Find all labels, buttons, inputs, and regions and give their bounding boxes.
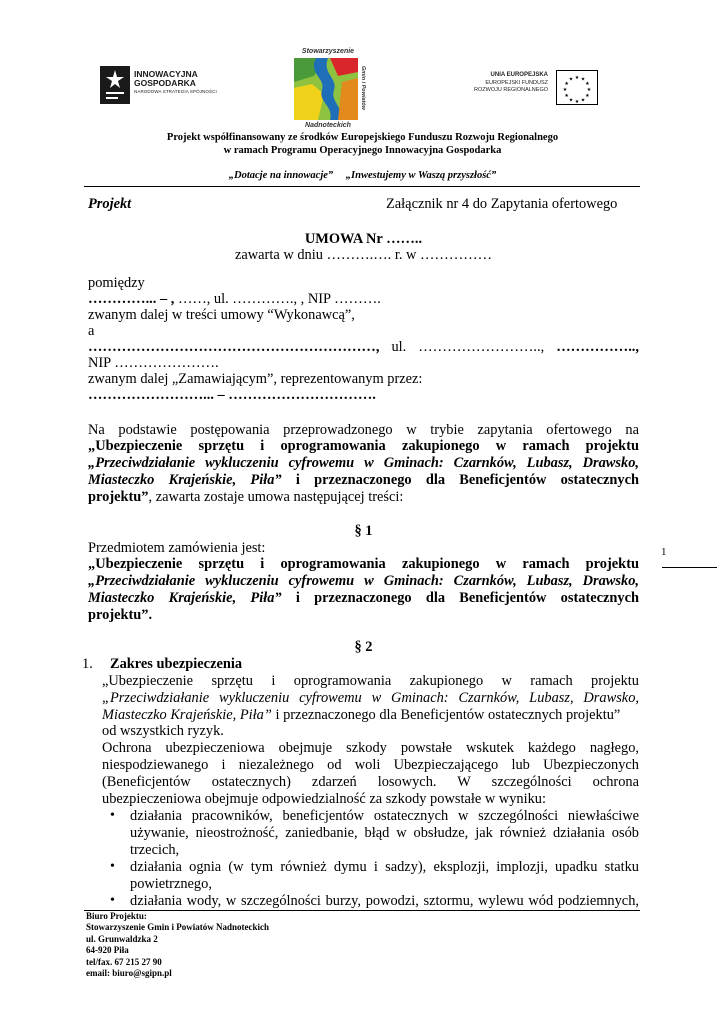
svg-text:★: ★: [568, 76, 574, 83]
footer-line6: email: biuro@sgipn.pl: [86, 968, 172, 979]
intro-line3: „Przeciwdziałanie wykluczeniu cyfrowemu w Gminach: Czarnków, Lubasz, Drawsko,: [88, 455, 639, 471]
s2-o4: ubezpieczeniowa obejmuje odpowiedzialność za szkody powstałe w wyniku:: [102, 791, 546, 807]
s1-line4: Miasteczko Krajeńskie, Piła” i przeznaczonego dla Beneficjentów ostatecznych: [88, 590, 639, 606]
wykonawca-line: zwanym dalej w treści umowy “Wykonawcą”,: [88, 307, 355, 323]
sg-bottom: Nadnoteckich: [305, 122, 351, 129]
ig-line3: NARODOWA STRATEGIA SPÓJNOŚCI: [134, 89, 217, 94]
intro-line1: Na podstawie postępowania przeprowadzonego w trybie zapytania ofertowego na: [88, 422, 639, 438]
s2-p2: „Przeciwdziałanie wykluczeniu cyfrowemu w Gminach: Czarnków, Lubasz, Drawsko,: [102, 690, 639, 706]
party2-line: ……………………………………………………, ul. …………………….., ……………..,: [88, 339, 639, 355]
s2-b1-l3: trzecich,: [130, 842, 180, 858]
s2-p4: od wszystkich ryzyk.: [102, 723, 224, 739]
nip-line: NIP ………………….: [88, 355, 219, 371]
bullet-icon: •: [110, 859, 115, 874]
s2-p1: „Ubezpieczenie sprzętu i oprogramowania zakupionego w ramach projektu: [102, 673, 639, 689]
svg-text:★: ★: [580, 76, 586, 83]
bullet-icon: •: [110, 893, 115, 908]
svg-text:★: ★: [564, 93, 569, 99]
svg-text:★: ★: [574, 99, 580, 105]
s1-line2: „Ubezpieczenie sprzętu i oprogramowania zakupionego w ramach projektu: [88, 556, 639, 572]
s2-o3: (Beneficjentów ostatecznych) zdarzeń losowych. W szczególności ochrona: [102, 774, 639, 790]
s2-item-title: Zakres ubezpieczenia: [110, 656, 243, 672]
footer-line2: Stowarzyszenie Gmin i Powiatów Nadnoteckich: [86, 922, 269, 933]
s2-b1-l1: działania pracowników, beneficjentów ostatecznych w szczególności niewłaściwe: [130, 808, 639, 824]
stowarzyszenie-emblem-icon: [294, 58, 358, 120]
intro-line2: „Ubezpieczenie sprzętu i oprogramowania zakupionego w ramach projektu: [88, 438, 639, 454]
footer: [86, 911, 326, 979]
svg-text:★: ★: [562, 87, 568, 93]
s2-b1-l2: używanie, nieostrożność, zaniedbanie, błąd w obsłudze, jak również działania osób: [130, 825, 639, 841]
bullet-icon: •: [110, 808, 115, 823]
s1-line1: Przedmiotem zamówienia jest:: [88, 540, 266, 556]
s2-item-number: 1.: [82, 656, 93, 672]
stowarzyszenie-logo: [288, 48, 368, 132]
ue-line2: EUROPEJSKI FUNDUSZ: [485, 79, 548, 86]
unia-europejska-logo: [460, 70, 600, 104]
innowacyjna-gospodarka-logo: [100, 66, 230, 106]
representative-line: ……………………... – ………………………….: [88, 387, 376, 403]
innowacyjna-gospodarka-emblem-icon: [100, 66, 130, 104]
page-number: 1: [661, 546, 667, 558]
svg-text:★: ★: [564, 81, 569, 87]
attachment-label: Załącznik nr 4 do Zapytania ofertowego: [386, 196, 618, 212]
party1-line: …………... – , ……, ul. …………., , NIP ……….: [88, 291, 381, 307]
header-divider: [84, 186, 640, 187]
section2-heading: § 2: [354, 639, 373, 655]
margin-rule: [662, 567, 717, 568]
sg-side: Gmin i Powiatów: [360, 66, 366, 111]
footer-line5: tel/fax. 67 215 27 90: [86, 956, 162, 967]
sg-title: Stowarzyszenie: [301, 48, 355, 55]
a-line: a: [88, 323, 95, 339]
eu-flag-icon: [556, 70, 598, 105]
s2-p3: Miasteczko Krajeńskie, Piła” i przeznaczonego dla Beneficjentów ostatecznych projektu”: [102, 707, 621, 723]
projekt-label: Projekt: [88, 196, 132, 212]
pomiedzy: pomiędzy: [88, 275, 145, 291]
header-line2: w ramach Programu Operacyjnego Innowacyjna Gospodarka: [223, 145, 502, 156]
slogan-2: „Inwestujemy w Waszą przyszłość”: [345, 170, 497, 181]
ig-line1: INNOWACYJNA: [134, 69, 198, 79]
header-line1: Projekt współfinansowany ze środków Europejskiego Funduszu Rozwoju Regionalnego: [166, 132, 559, 143]
footer-line1: Biuro Projektu:: [86, 911, 147, 921]
svg-text:★: ★: [585, 93, 590, 99]
intro-line5: projektu”, zawarta zostaje umowa następującej treści:: [88, 489, 404, 505]
footer-line4: 64-920 Piła: [86, 945, 129, 956]
contract-title: UMOWA Nr ……..: [304, 231, 423, 247]
s1-line3: „Przeciwdziałanie wykluczeniu cyfrowemu w Gminach: Czarnków, Lubasz, Drawsko,: [88, 573, 639, 589]
s2-b2-l2: powietrznego,: [130, 876, 212, 892]
zamawiajacy-line: zwanym dalej „Zamawiającym”, reprezentowanym przez:: [88, 371, 423, 387]
slogans: [80, 170, 645, 181]
svg-text:★: ★: [585, 81, 590, 87]
intro-line4: Miasteczko Krajeńskie, Piła” i przeznaczonego dla Beneficjentów ostatecznych: [88, 472, 639, 488]
slogan-1: „Dotacje na innowacje”: [228, 170, 334, 181]
section1-heading: § 1: [354, 523, 373, 539]
ue-line3: ROZWOJU REGIONALNEGO: [474, 87, 548, 93]
ue-line1: UNIA EUROPEJSKA: [490, 72, 548, 78]
s1-line5: projektu”.: [88, 607, 153, 623]
svg-text:★: ★: [580, 97, 586, 104]
svg-text:★: ★: [568, 97, 574, 104]
svg-text:★: ★: [586, 87, 592, 93]
s2-b3-l1: działania wody, w szczególności burzy, powodzi, sztormu, wylewu wód podziemnych,: [130, 893, 639, 909]
s2-o2: niespodziewanego i niezależnego od woli Ubezpieczającego lub Ubezpieczonych: [102, 757, 639, 773]
ig-line2: GOSPODARKA: [134, 78, 196, 88]
svg-text:★: ★: [574, 75, 580, 81]
footer-line3: ul. Grunwaldzka 2: [86, 933, 158, 944]
s2-o1: Ochrona ubezpieczeniowa obejmuje szkody powstałe wskutek każdego nagłego,: [102, 740, 639, 756]
contract-date-line: zawarta w dniu ……….…. r. w ……………: [235, 247, 492, 263]
s2-b2-l1: działania ognia (w tym również dymu i sadzy), eksplozji, implozji, upadku statku: [130, 859, 639, 875]
